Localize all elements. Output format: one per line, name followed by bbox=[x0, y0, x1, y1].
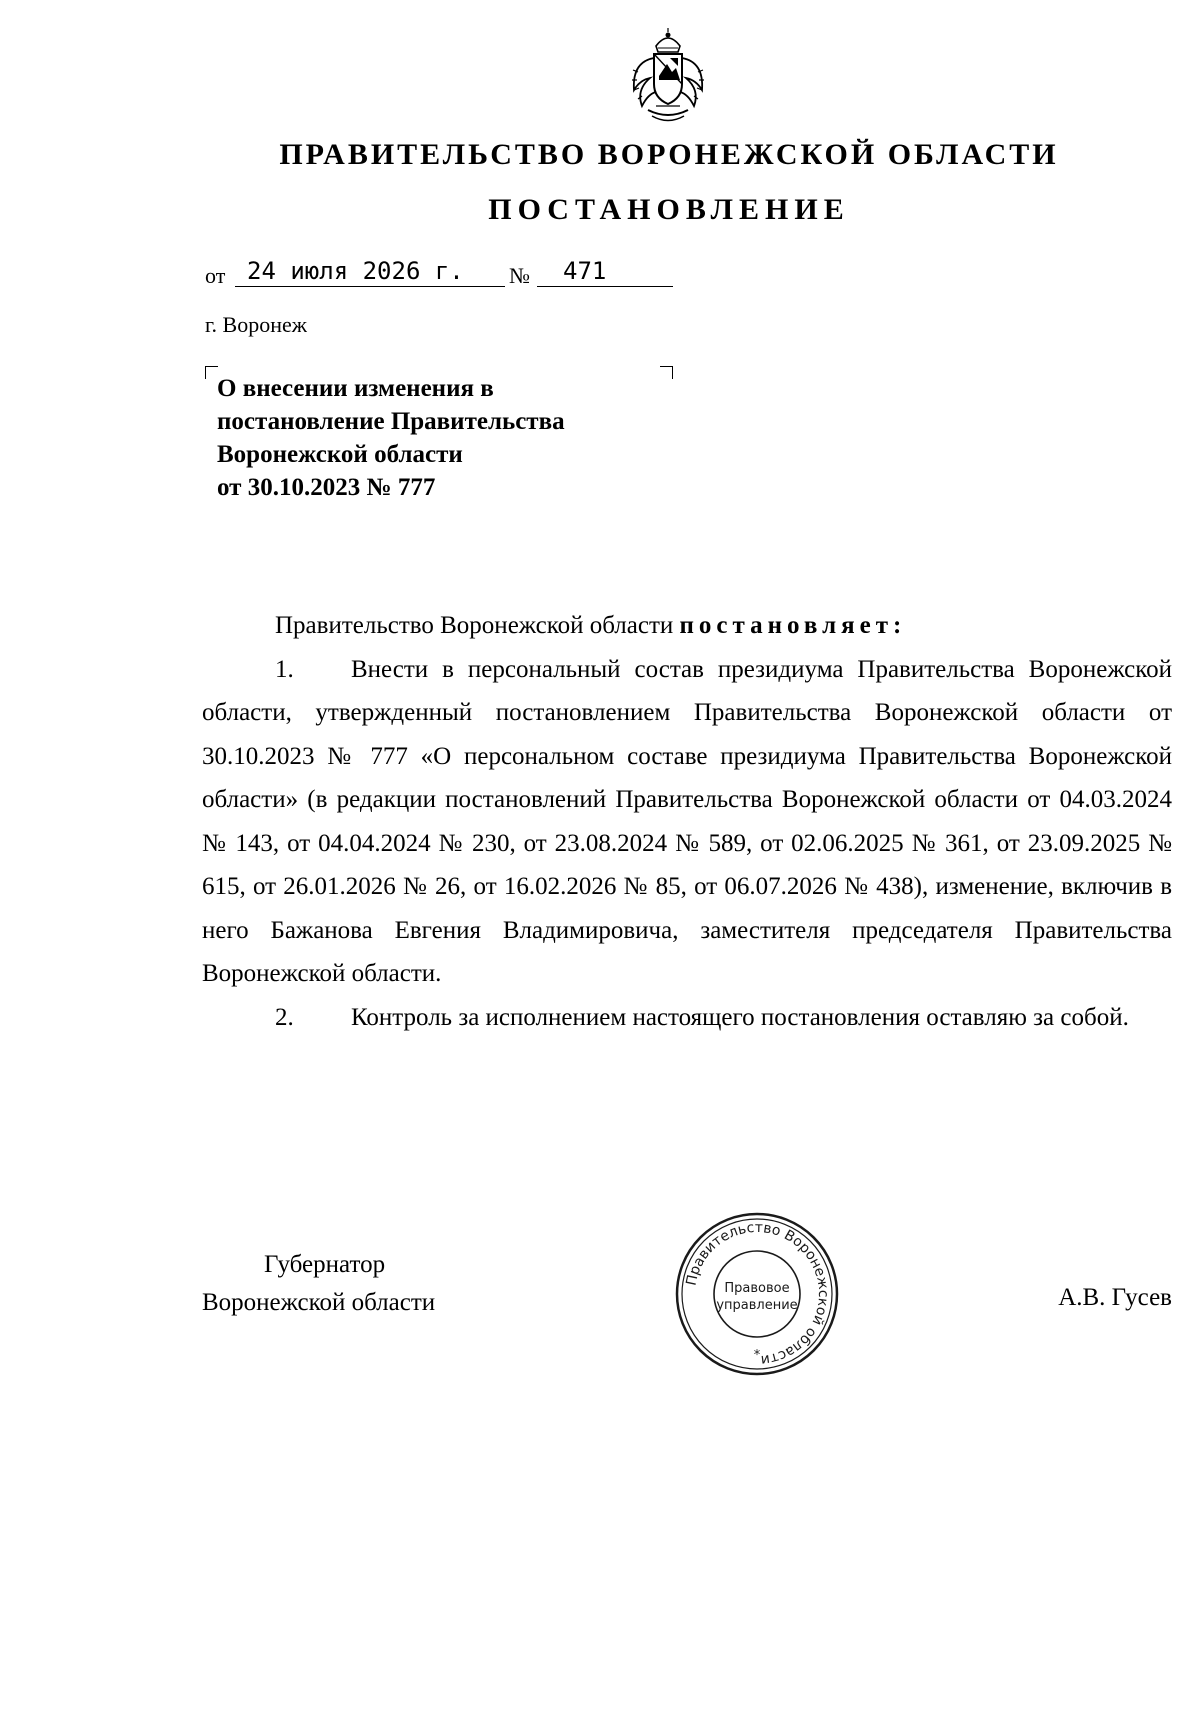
document-type: ПОСТАНОВЛЕНИЕ bbox=[488, 193, 850, 226]
signatory-name: А.В. Гусев bbox=[1058, 1284, 1172, 1311]
date-label: от bbox=[205, 263, 226, 288]
coat-of-arms-icon bbox=[626, 28, 710, 128]
stamp-center-line: управление bbox=[716, 1298, 798, 1313]
subject-title bbox=[217, 372, 677, 504]
document-body bbox=[202, 604, 1172, 1039]
city: г. Воронеж bbox=[205, 312, 307, 337]
position-line: Воронежской области bbox=[202, 1289, 436, 1316]
clause-text: Контроль за исполнением настоящего постановления оставляю за собой. bbox=[351, 1003, 1129, 1031]
number-label: № bbox=[509, 263, 530, 288]
date-number-row bbox=[205, 255, 685, 295]
document-number: 471 bbox=[537, 257, 673, 287]
position-line: Губернатор bbox=[264, 1251, 386, 1278]
clause-text: Внести в персональный состав президиума Правительства Воронежской области, утвержденный постановлением Правительства Воронежской области от 30.10.2023 № 777 «О персональном составе президиума Правительства Воронежской области» (в редакции постановлений Правительства Воронежской области от 04.03.2024 № 143, от 04.04.2024 № 230, от 23.08.2024 № 589, от 02.06.2025 № 361, от 23.09.2025 № 615, от 26.01.2026 № 26, от 16.02.2026 № 85, от 06.07.2026 № 438), изменение, включив в него Бажанова Евгения Владимировича, заместителя председателя Правительства Воронежской области. bbox=[202, 655, 1172, 987]
subject-line: Воронежской области bbox=[217, 441, 463, 468]
preamble bbox=[202, 604, 1172, 648]
subject-line: О внесении изменения в bbox=[217, 375, 494, 402]
clause-number: 2. bbox=[275, 1003, 294, 1031]
government-title: ПРАВИТЕЛЬСТВО ВОРОНЕЖСКОЙ ОБЛАСТИ bbox=[279, 138, 1059, 171]
document-date: 24 июля 2026 г. bbox=[235, 257, 505, 287]
signatory-position bbox=[202, 1246, 435, 1322]
stamp-center-line: Правовое bbox=[724, 1281, 790, 1296]
stamp-star: * bbox=[753, 1348, 761, 1363]
stamp-ring-text: Правительство Воронежской области bbox=[683, 1219, 832, 1369]
clause-1 bbox=[202, 648, 1172, 996]
clause-2 bbox=[202, 996, 1172, 1040]
subject-line: постановление Правительства bbox=[217, 408, 565, 435]
subject-line: от 30.10.2023 № 777 bbox=[217, 474, 436, 501]
preamble-decree-word: постановляет: bbox=[679, 612, 907, 639]
clause-number: 1. bbox=[275, 655, 294, 683]
preamble-text: Правительство Воронежской области bbox=[275, 612, 680, 639]
official-stamp bbox=[672, 1209, 842, 1379]
